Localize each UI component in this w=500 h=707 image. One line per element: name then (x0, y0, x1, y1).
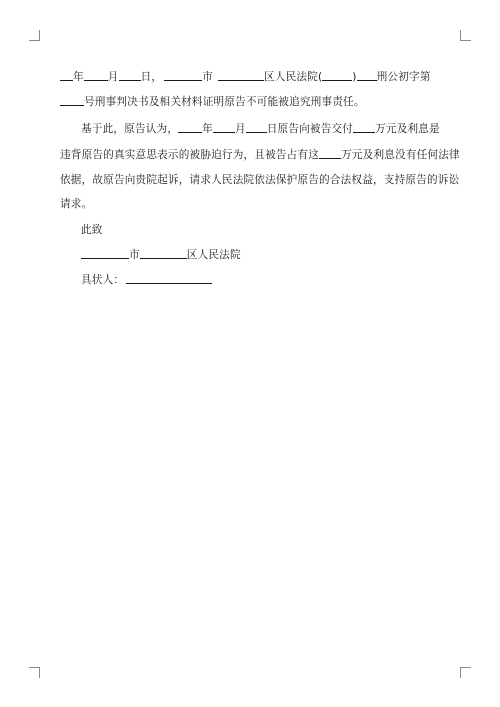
fill-blank (357, 70, 377, 81)
text-segment: 月 (107, 71, 119, 83)
text-segment: 具状人： (81, 274, 125, 286)
fill-blank (60, 70, 73, 81)
text-segment: 区人民法院 (186, 249, 241, 261)
document-line-argument (60, 148, 460, 162)
text-segment: 市 (202, 71, 213, 83)
text-segment: 万元及利息是 (375, 123, 440, 135)
document-line-argument (60, 197, 440, 211)
document-line-verdict (60, 95, 440, 109)
document-line-argument (81, 122, 461, 136)
fill-blank (319, 148, 341, 159)
text-segment: 月 (234, 123, 246, 135)
document-line-plaintiff-signature (81, 273, 461, 287)
text-segment: 日原告向被告交付 (266, 123, 354, 135)
text-segment: 年 (73, 71, 84, 83)
text-segment: 基于此，原告认为， (81, 123, 179, 135)
fill-blank (218, 70, 264, 81)
fill-blank (60, 95, 84, 106)
document-line-argument (60, 173, 460, 187)
page-corner-mark-top-left (29, 30, 40, 41)
fill-blank (84, 70, 108, 81)
page-corner-mark-bottom-left (29, 667, 40, 678)
text-segment: 年 (202, 123, 213, 135)
text-segment: 日， (140, 71, 163, 83)
text-segment: 区人民法院( (263, 71, 323, 83)
fill-blank (81, 248, 129, 259)
fill-blank (178, 122, 202, 133)
document-line-salutation (81, 223, 461, 237)
text-segment: 请求。 (60, 198, 93, 210)
text-segment: 万元及利息没有任何法律 (341, 149, 460, 161)
fill-blank (140, 248, 187, 259)
fill-blank (322, 70, 352, 81)
text-segment: 此致 (81, 224, 103, 236)
fill-blank (213, 122, 235, 133)
signature-blank (126, 273, 212, 284)
document-line-judgment-reference (60, 70, 440, 84)
text-segment: 违背原告的真实意思表示的被胁迫行为，且被告占有这 (60, 149, 320, 161)
text-segment: ) (352, 71, 357, 83)
text-segment: 依据，故原告向贵院起诉，请求人民法院依法保护原告的合法权益，支持原告的诉讼 (60, 174, 460, 186)
text-segment: 市 (129, 249, 140, 261)
page-corner-mark-top-right (460, 30, 471, 41)
fill-blank (164, 70, 202, 81)
text-segment: 号刑事判决书及相关材料证明原告不可能被追究刑事责任。 (84, 96, 365, 108)
fill-blank (246, 122, 267, 133)
fill-blank (353, 122, 375, 133)
document-line-court-address (81, 248, 461, 262)
text-segment: 刑公初字第 (376, 71, 431, 83)
fill-blank (119, 70, 141, 81)
page-corner-mark-bottom-right (460, 667, 471, 678)
